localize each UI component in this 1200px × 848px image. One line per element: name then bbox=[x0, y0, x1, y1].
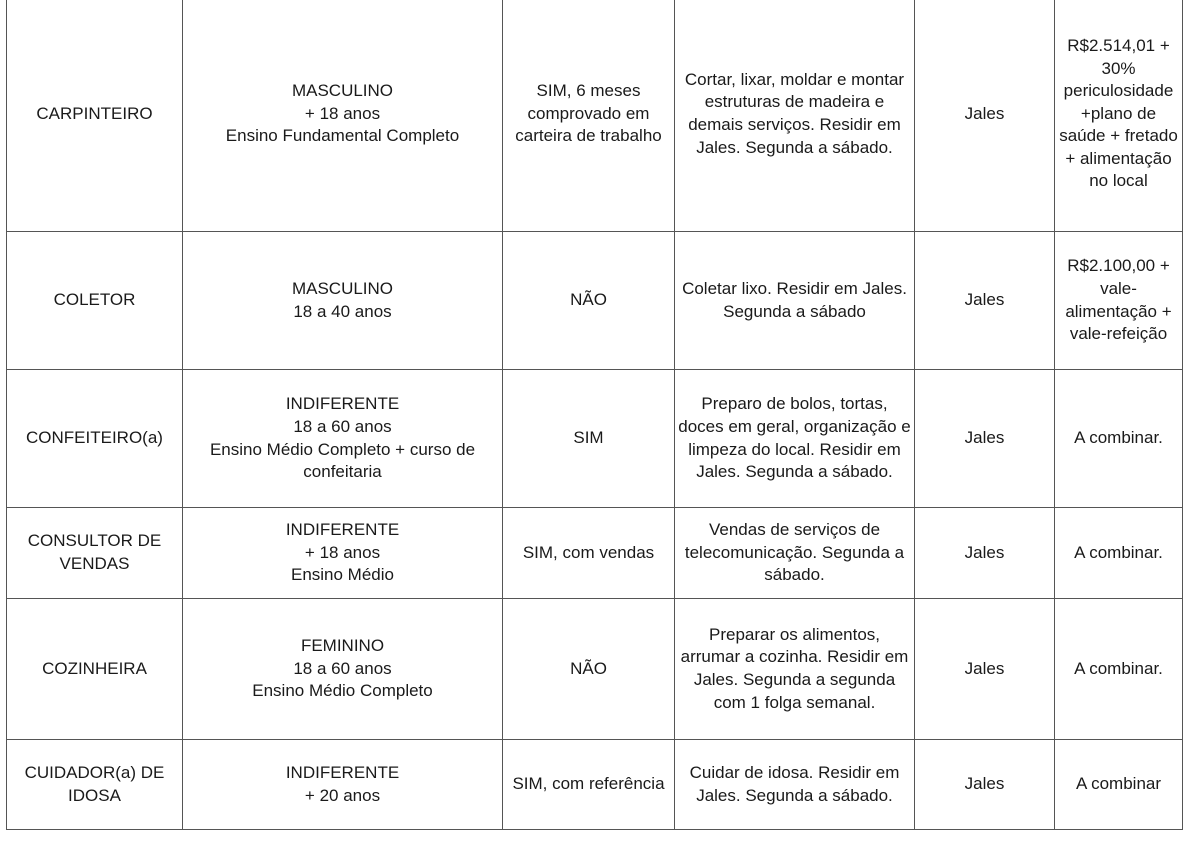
requirement-line: Ensino Fundamental Completo bbox=[225, 126, 460, 146]
job-title-cell: CONSULTOR DE VENDAS bbox=[7, 508, 183, 599]
table-row bbox=[7, 232, 1183, 370]
requirement-line: FEMININO bbox=[300, 636, 385, 656]
requirement-line: Ensino Médio bbox=[290, 565, 394, 585]
requirement-line: + 20 anos bbox=[304, 785, 381, 805]
requirement-line: INDIFERENTE bbox=[285, 520, 400, 540]
requirement-line: + 18 anos bbox=[304, 542, 381, 562]
activities-cell: Vendas de serviços de telecomunicação. Segunda a sábado. bbox=[675, 508, 915, 599]
experience-cell: SIM, com vendas bbox=[503, 508, 675, 599]
requirements-cell bbox=[183, 508, 503, 599]
city-cell: Jales bbox=[915, 508, 1055, 599]
salary-cell: A combinar. bbox=[1055, 599, 1183, 740]
requirements-cell bbox=[183, 740, 503, 830]
requirements-cell bbox=[183, 599, 503, 740]
job-title-cell: COZINHEIRA bbox=[7, 599, 183, 740]
activities-cell: Cortar, lixar, moldar e montar estruturas de madeira e demais serviços. Residir em Jales. Segunda a sábado. bbox=[675, 0, 915, 232]
requirement-line: + 18 anos bbox=[304, 103, 381, 123]
requirement-line: INDIFERENTE bbox=[285, 394, 400, 414]
requirements-cell bbox=[183, 232, 503, 370]
city-cell: Jales bbox=[915, 740, 1055, 830]
activities-cell: Cuidar de idosa. Residir em Jales. Segunda a sábado. bbox=[675, 740, 915, 830]
salary-cell: R$2.514,01 + 30% periculosidade +plano de saúde + fretado + alimentação no local bbox=[1055, 0, 1183, 232]
requirement-line: 18 a 60 anos bbox=[293, 658, 392, 678]
requirement-line: 18 a 60 anos bbox=[293, 416, 392, 436]
activities-cell: Preparo de bolos, tortas, doces em geral, organização e limpeza do local. Residir em Jales. Segunda a sábado. bbox=[675, 370, 915, 508]
table-row bbox=[7, 740, 1183, 830]
job-title-cell: CONFEITEIRO(a) bbox=[7, 370, 183, 508]
experience-cell: SIM bbox=[503, 370, 675, 508]
activities-cell: Coletar lixo. Residir em Jales. Segunda a sábado bbox=[675, 232, 915, 370]
salary-cell: A combinar bbox=[1055, 740, 1183, 830]
city-cell: Jales bbox=[915, 370, 1055, 508]
experience-cell: SIM, com referência bbox=[503, 740, 675, 830]
requirement-line: INDIFERENTE bbox=[285, 762, 400, 782]
job-title-cell: COLETOR bbox=[7, 232, 183, 370]
requirement-line: 18 a 40 anos bbox=[293, 301, 392, 321]
job-title-cell: CARPINTEIRO bbox=[7, 0, 183, 232]
requirements-cell bbox=[183, 370, 503, 508]
experience-cell: NÃO bbox=[503, 599, 675, 740]
salary-cell: A combinar. bbox=[1055, 370, 1183, 508]
requirements-cell bbox=[183, 0, 503, 232]
city-cell: Jales bbox=[915, 0, 1055, 232]
activities-cell: Preparar os alimentos, arrumar a cozinha. Residir em Jales. Segunda a segunda com 1 folga semanal. bbox=[675, 599, 915, 740]
table-row bbox=[7, 508, 1183, 599]
experience-cell: SIM, 6 meses comprovado em carteira de trabalho bbox=[503, 0, 675, 232]
salary-cell: A combinar. bbox=[1055, 508, 1183, 599]
table-row bbox=[7, 599, 1183, 740]
city-cell: Jales bbox=[915, 232, 1055, 370]
table-row bbox=[7, 370, 1183, 508]
city-cell: Jales bbox=[915, 599, 1055, 740]
requirement-line: MASCULINO bbox=[291, 278, 394, 298]
table-row bbox=[7, 0, 1183, 232]
job-listings-table bbox=[6, 0, 1183, 830]
requirement-line: Ensino Médio Completo bbox=[252, 681, 433, 701]
job-title-cell: CUIDADOR(a) DE IDOSA bbox=[7, 740, 183, 830]
experience-cell: NÃO bbox=[503, 232, 675, 370]
requirement-line: MASCULINO bbox=[291, 81, 394, 101]
requirement-line: Ensino Médio Completo + curso de confeitaria bbox=[209, 439, 476, 482]
salary-cell: R$2.100,00 + vale-alimentação + vale-refeição bbox=[1055, 232, 1183, 370]
